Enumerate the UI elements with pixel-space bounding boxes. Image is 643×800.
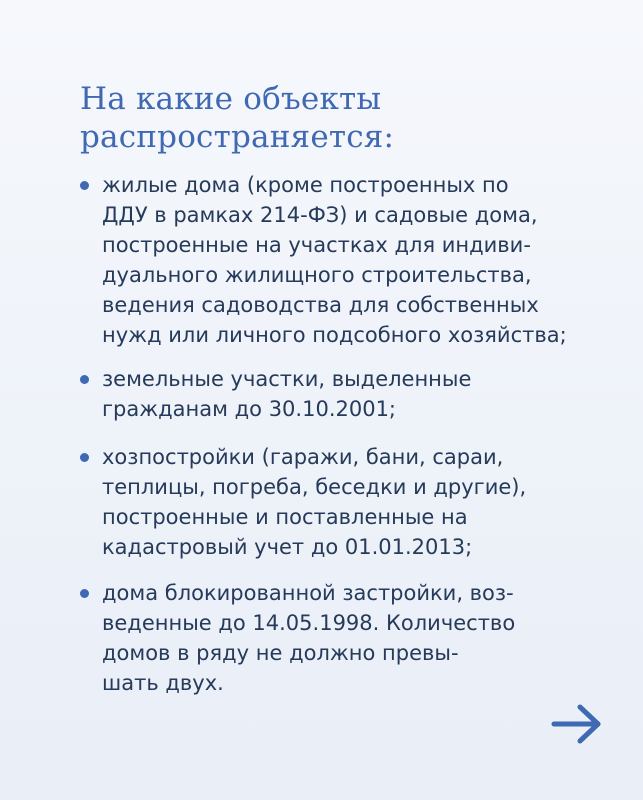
objects-list — [80, 170, 620, 712]
bullet-dot-icon — [80, 453, 89, 462]
arrow-right-icon — [551, 702, 603, 746]
list-item-text: жилые дома (кроме построенных по ДДУ в рамках 214-ФЗ) и садовые дома, построенные на участках для индиви- дуального жилищного строительства, ведения садоводства для собственных нужд или личного подсобного хозяйства; — [102, 173, 567, 347]
bullet-dot-icon — [80, 181, 89, 190]
list-item — [80, 578, 620, 698]
title-line-2: распространяется: — [80, 119, 395, 155]
list-item-text: хозпостройки (гаражи, бани, сараи, теплицы, погреба, беседки и другие), построенные и поставленные на кадастровый учет до 01.01.2013; — [102, 445, 527, 559]
list-item — [80, 170, 620, 350]
title-line-1: На какие объекты — [80, 81, 382, 117]
list-item-text: дома блокированной застройки, воз- веденные до 14.05.1998. Количество домов в ряду не должно превы- шать двух. — [102, 581, 516, 695]
list-item-text: земельные участки, выделенные гражданам до 30.10.2001; — [102, 367, 472, 421]
list-item — [80, 442, 620, 562]
bullet-dot-icon — [80, 589, 89, 598]
page-title — [80, 80, 600, 156]
next-slide-button[interactable] — [551, 702, 603, 746]
list-item — [80, 364, 620, 424]
bullet-dot-icon — [80, 375, 89, 384]
